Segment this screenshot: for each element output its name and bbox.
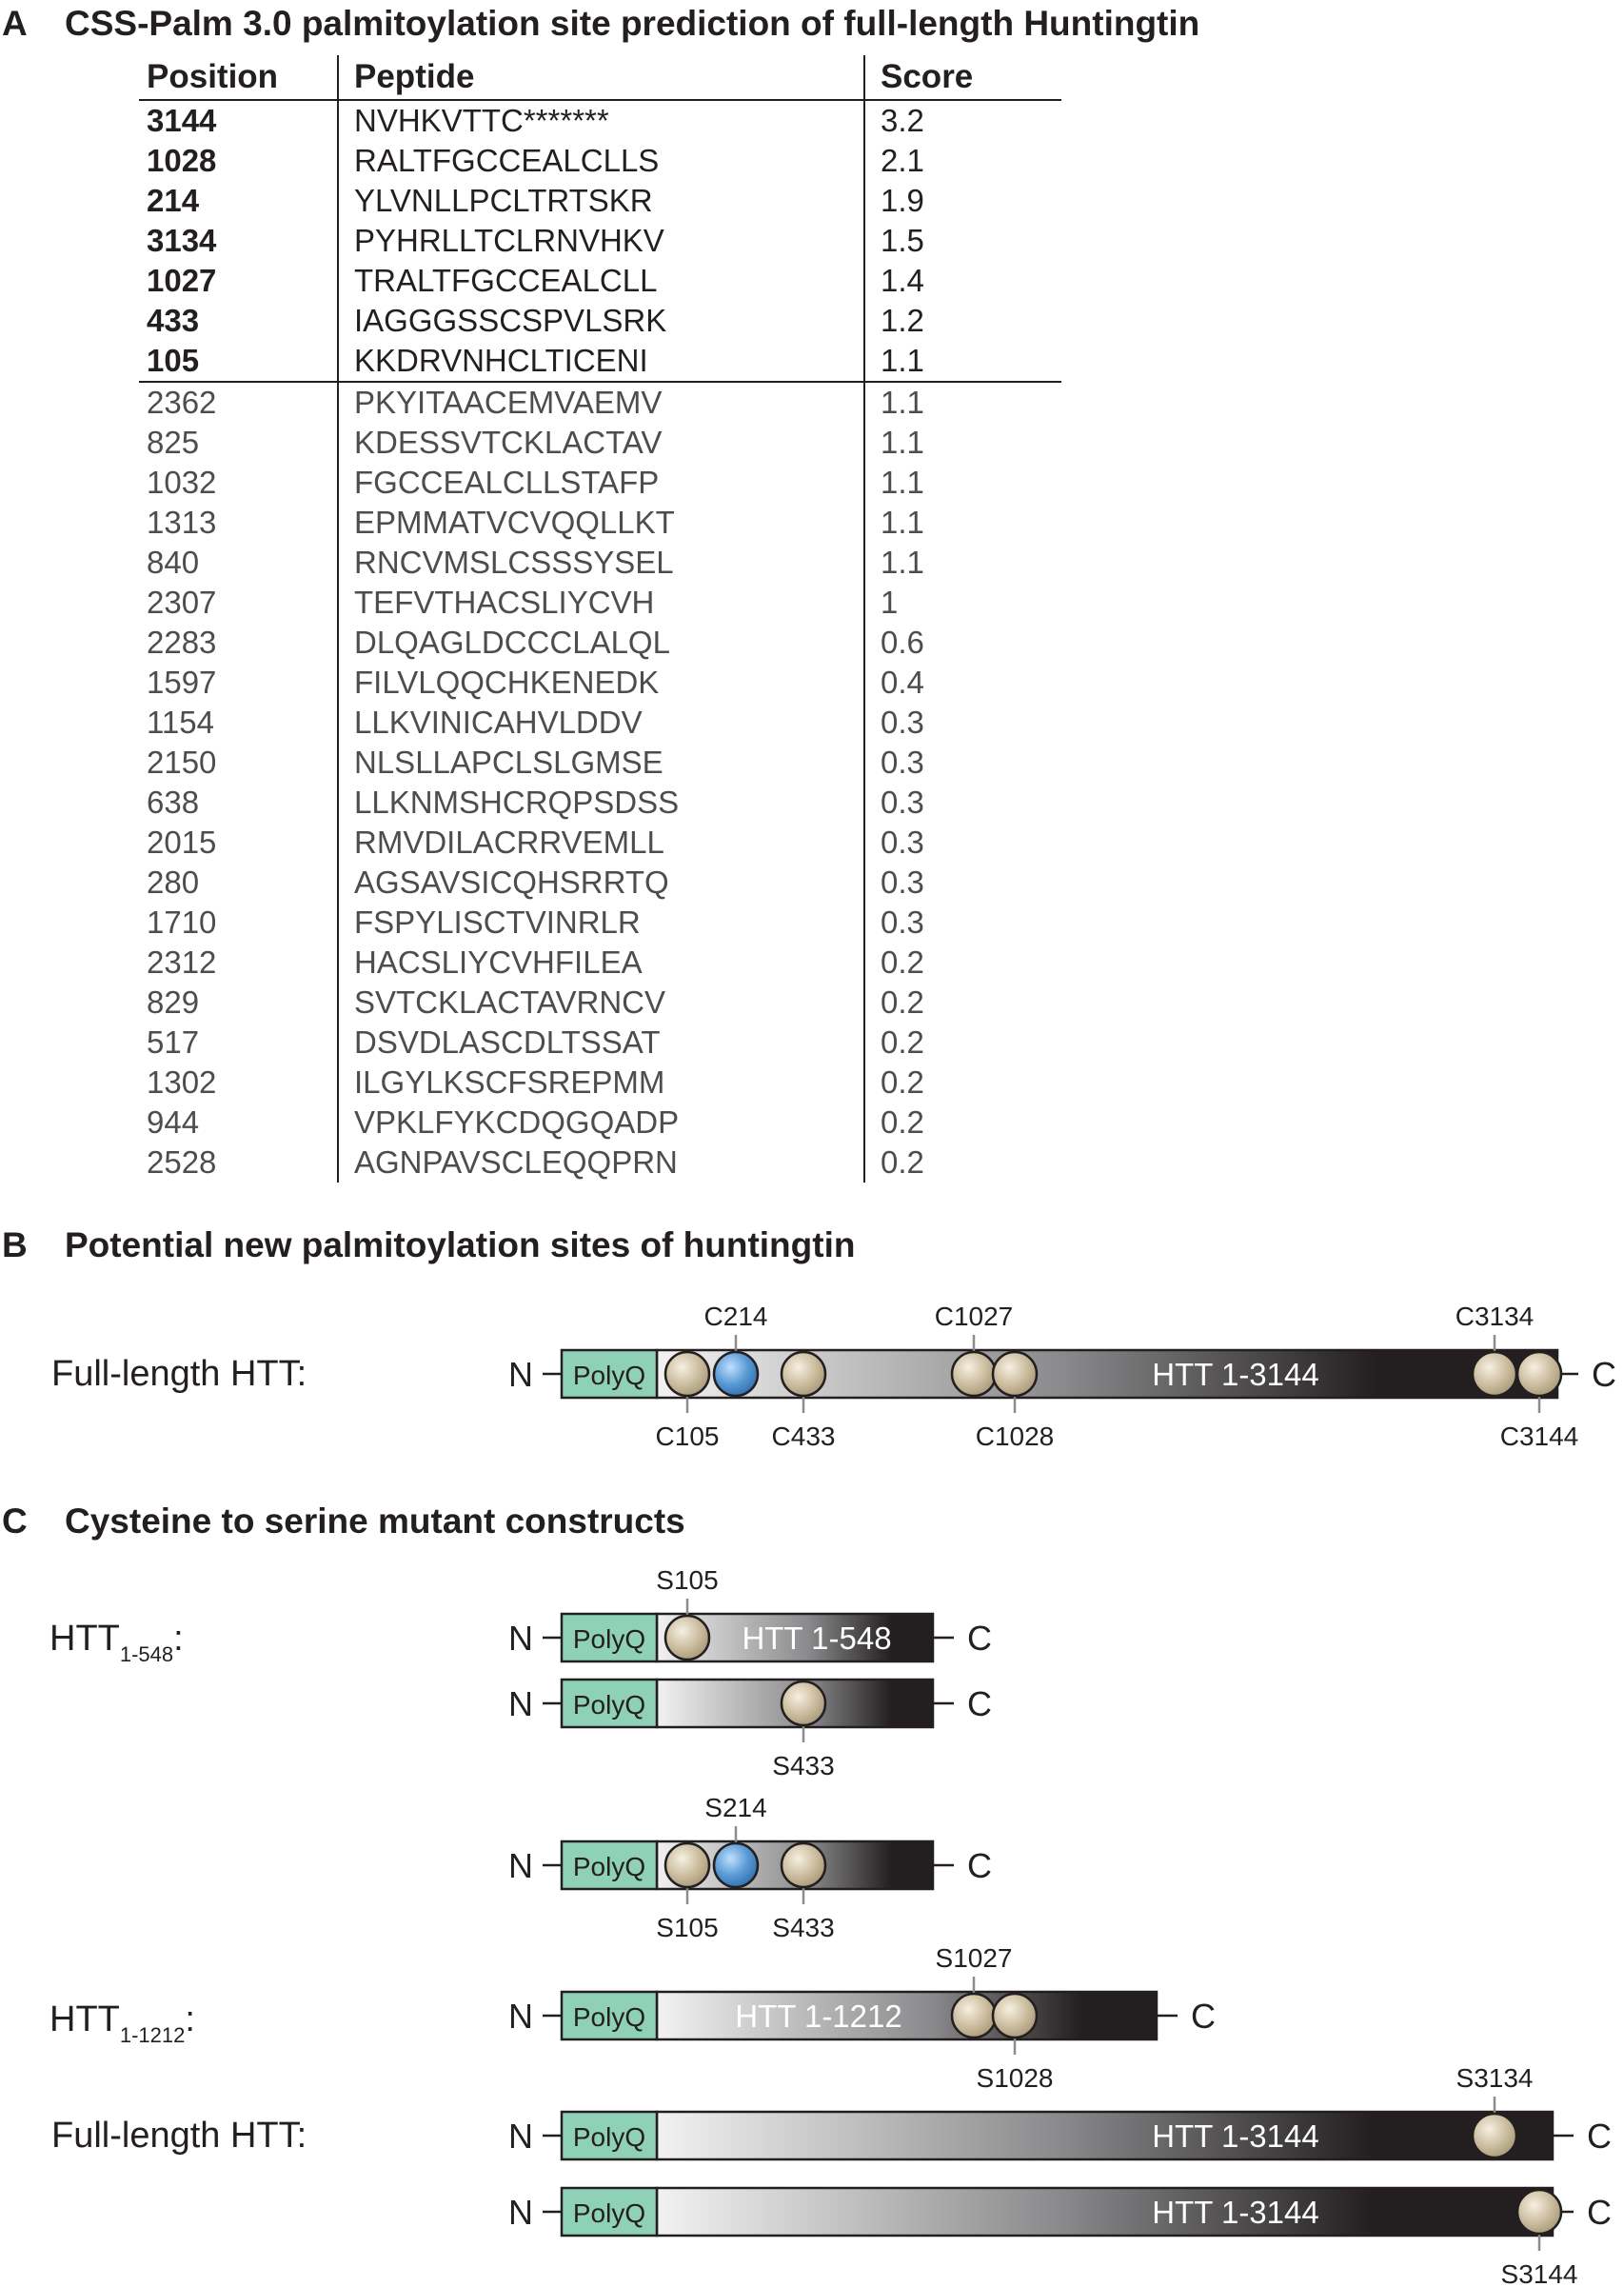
cell-position: 3134 — [147, 223, 217, 258]
cell-position: 1313 — [147, 505, 217, 540]
cell-score: 1.1 — [864, 503, 1061, 543]
cell-score: 0.2 — [864, 1143, 1061, 1183]
site-bead — [782, 1681, 825, 1725]
cell-score: 0.6 — [864, 623, 1061, 663]
column-header-peptide: Peptide — [338, 55, 864, 100]
polyq-label: PolyQ — [572, 1690, 646, 1720]
cell-peptide: AGNPAVSCLEQQPRN — [338, 1143, 864, 1183]
panel-a-title: CSS-Palm 3.0 palmitoylation site prediction of full-length Huntingtin — [65, 4, 1200, 43]
panel-b-title: Potential new palmitoylation sites of huntingtin — [65, 1225, 856, 1264]
cell-score: 0.3 — [864, 743, 1061, 783]
c-terminus-label: C — [1587, 2117, 1612, 2156]
cell-peptide: NVHKVTTC******* — [338, 100, 864, 141]
panel-c-letter: C — [2, 1501, 28, 1541]
polyq-label: PolyQ — [572, 2002, 646, 2032]
site-label: S214 — [704, 1793, 767, 1822]
cell-peptide: TEFVTHACSLIYCVH — [338, 583, 864, 623]
cell-position: 1710 — [147, 905, 217, 940]
cell-position: 280 — [147, 865, 200, 900]
cell-peptide: LLKNMSHCRQPSDSS — [338, 783, 864, 823]
site-bead — [993, 1352, 1037, 1396]
c-terminus-label: C — [1592, 1355, 1616, 1394]
cell-peptide: SVTCKLACTAVRNCV — [338, 983, 864, 1023]
n-terminus-label: N — [508, 1997, 533, 2036]
cell-position: 2150 — [147, 745, 217, 780]
site-bead — [1517, 2190, 1561, 2234]
site-bead — [952, 1352, 996, 1396]
label-subscript: 1-1212 — [119, 2023, 186, 2047]
cell-score: 1 — [864, 583, 1061, 623]
c-terminus-label: C — [1587, 2193, 1612, 2232]
site-bead — [1517, 1352, 1561, 1396]
site-bead — [665, 1843, 709, 1887]
cell-peptide: IAGGGSSCSPVLSRK — [338, 301, 864, 341]
site-bead — [952, 1994, 996, 2038]
cell-position: 944 — [147, 1104, 200, 1140]
htt-bar-label: HTT 1-548 — [742, 1621, 892, 1656]
cell-position: 1154 — [147, 705, 214, 740]
cell-position: 1032 — [147, 465, 217, 500]
cell-position: 105 — [147, 343, 200, 378]
cell-position: 2362 — [139, 382, 338, 423]
polyq-label: PolyQ — [572, 2198, 646, 2228]
site-bead — [993, 1994, 1037, 2038]
cell-peptide: FSPYLISCTVINRLR — [338, 903, 864, 943]
cell-peptide: DLQAGLDCCCLALQL — [338, 623, 864, 663]
cell-peptide: TRALTFGCCEALCLL — [338, 261, 864, 301]
c-terminus-label: C — [967, 1846, 992, 1885]
c-terminus-label: C — [1191, 1997, 1216, 2036]
site-label: C1028 — [975, 1422, 1055, 1451]
cell-peptide: FILVLQQCHKENEDK — [338, 663, 864, 703]
cell-peptide: VPKLFYKCDQGQADP — [338, 1103, 864, 1143]
site-bead — [1473, 2114, 1516, 2158]
cell-position: 825 — [147, 425, 200, 460]
site-bead — [665, 1352, 709, 1396]
cell-position: 2307 — [147, 585, 217, 620]
cell-score: 3.2 — [864, 100, 1061, 141]
cell-peptide: RALTFGCCEALCLLS — [338, 141, 864, 181]
site-label: C1027 — [934, 1302, 1014, 1331]
cell-peptide: LLKVINICAHVLDDV — [338, 703, 864, 743]
polyq-label: PolyQ — [572, 1361, 646, 1390]
site-label: S105 — [656, 1913, 719, 1942]
cell-score: 0.3 — [864, 823, 1061, 863]
cell-score: 1.2 — [864, 301, 1061, 341]
cell-score: 1.1 — [864, 341, 1061, 382]
site-label: C433 — [771, 1422, 836, 1451]
cell-score: 1.1 — [864, 463, 1061, 503]
htt-bar — [657, 2188, 1553, 2236]
cell-position: 638 — [147, 785, 200, 820]
site-bead — [782, 1843, 825, 1887]
n-terminus-label: N — [508, 1684, 533, 1723]
cell-peptide: RNCVMSLCSSSYSEL — [338, 543, 864, 583]
cell-position: 2015 — [147, 825, 217, 860]
cell-peptide: KKDRVNHCLTICENI — [338, 341, 864, 382]
cell-peptide: PYHRLLTCLRNVHKV — [338, 221, 864, 261]
site-label: S105 — [656, 1565, 719, 1595]
cell-position: 1302 — [147, 1064, 217, 1100]
column-header-position: Position — [139, 55, 338, 100]
label-subscript: 1-548 — [119, 1642, 174, 1666]
construct-label-htt-1-548 — [50, 1619, 184, 1666]
construct-label-full-length: Full-length HTT: — [51, 1354, 307, 1394]
c-terminus-label: C — [967, 1619, 992, 1658]
site-label: C3144 — [1499, 1422, 1579, 1451]
cell-score: 2.1 — [864, 141, 1061, 181]
site-label: C3134 — [1455, 1302, 1535, 1331]
cell-score: 0.2 — [864, 1023, 1061, 1063]
cell-position: 2528 — [147, 1144, 217, 1180]
cell-score: 0.2 — [864, 943, 1061, 983]
cell-score: 0.2 — [864, 983, 1061, 1023]
cell-score: 0.2 — [864, 1063, 1061, 1103]
highlighted-site-bead — [714, 1843, 758, 1887]
cell-peptide: DSVDLASCDLTSSAT — [338, 1023, 864, 1063]
cell-score: 0.3 — [864, 783, 1061, 823]
construct-label-full-length-mutants: Full-length HTT: — [51, 2116, 307, 2156]
htt-bar-label: HTT 1-1212 — [735, 1999, 902, 2034]
panel-a-letter: A — [2, 4, 28, 43]
site-label: C214 — [703, 1302, 768, 1331]
highlighted-site-bead — [714, 1352, 758, 1396]
cell-score: 1.1 — [864, 382, 1061, 423]
htt-bar-label: HTT 1-3144 — [1152, 2195, 1319, 2230]
cell-position: 517 — [147, 1024, 200, 1060]
cell-score: 0.2 — [864, 1103, 1061, 1143]
cell-score: 0.4 — [864, 663, 1061, 703]
site-label: S433 — [772, 1913, 835, 1942]
panel-b-letter: B — [2, 1225, 28, 1264]
cell-position: 1597 — [147, 665, 217, 700]
label-main: HTT — [50, 1619, 120, 1659]
n-terminus-label: N — [508, 2117, 533, 2156]
construct-label-htt-1-1212 — [50, 1999, 195, 2047]
site-label: S3134 — [1456, 2063, 1534, 2093]
site-bead — [1473, 1352, 1516, 1396]
polyq-label: PolyQ — [572, 2122, 646, 2152]
site-bead — [782, 1352, 825, 1396]
polyq-label: PolyQ — [572, 1852, 646, 1881]
cell-score: 0.3 — [864, 903, 1061, 943]
label-colon: : — [173, 1619, 184, 1659]
site-bead — [665, 1616, 709, 1660]
cell-position: 829 — [147, 984, 200, 1020]
n-terminus-label: N — [508, 2193, 533, 2232]
cell-peptide: AGSAVSICQHSRRTQ — [338, 863, 864, 903]
cell-score: 1.9 — [864, 181, 1061, 221]
cell-peptide: FGCCEALCLLSTAFP — [338, 463, 864, 503]
cell-score: 1.4 — [864, 261, 1061, 301]
cell-score: 0.3 — [864, 863, 1061, 903]
htt-bar — [657, 1992, 1157, 2039]
htt-bar-label: HTT 1-3144 — [1152, 2118, 1319, 2154]
cell-position: 2283 — [147, 625, 217, 660]
cell-score: 1.1 — [864, 543, 1061, 583]
cell-score: 0.3 — [864, 703, 1061, 743]
n-terminus-label: N — [508, 1619, 533, 1658]
htt-bar-label: HTT 1-3144 — [1152, 1357, 1319, 1392]
cell-peptide: ILGYLKSCFSREPMM — [338, 1063, 864, 1103]
n-terminus-label: N — [508, 1355, 533, 1394]
htt-bar — [657, 2112, 1553, 2159]
c-terminus-label: C — [967, 1684, 992, 1723]
cell-position: 3144 — [147, 103, 217, 138]
cell-score: 1.5 — [864, 221, 1061, 261]
cell-peptide: YLVNLLPCLTRTSKR — [338, 181, 864, 221]
cell-position: 840 — [147, 545, 200, 580]
cell-position: 214 — [147, 183, 200, 218]
n-terminus-label: N — [508, 1846, 533, 1885]
cell-position: 1027 — [147, 263, 217, 298]
cell-peptide: NLSLLAPCLSLGMSE — [338, 743, 864, 783]
site-label: S433 — [772, 1751, 835, 1780]
cell-position: 433 — [147, 303, 200, 338]
cell-score: 1.1 — [864, 423, 1061, 463]
site-label: C105 — [655, 1422, 720, 1451]
column-header-score: Score — [864, 55, 1061, 100]
site-label: S3144 — [1500, 2259, 1578, 2287]
label-main: HTT — [50, 1999, 120, 2039]
site-label: S1028 — [976, 2063, 1054, 2093]
cell-peptide: PKYITAACEMVAEMV — [338, 382, 864, 423]
construct-bars — [508, 1302, 1616, 2287]
cell-position: 1028 — [147, 143, 217, 178]
cell-peptide: KDESSVTCKLACTAV — [338, 423, 864, 463]
polyq-label: PolyQ — [572, 1624, 646, 1654]
cell-peptide: RMVDILACRRVEMLL — [338, 823, 864, 863]
panel-c-title: Cysteine to serine mutant constructs — [65, 1501, 685, 1541]
label-colon: : — [185, 1999, 195, 2039]
site-label: S1027 — [935, 1943, 1013, 1973]
cell-peptide: EPMMATVCVQQLLKT — [338, 503, 864, 543]
cell-position: 2312 — [147, 945, 217, 980]
cell-peptide: HACSLIYCVHFILEA — [338, 943, 864, 983]
